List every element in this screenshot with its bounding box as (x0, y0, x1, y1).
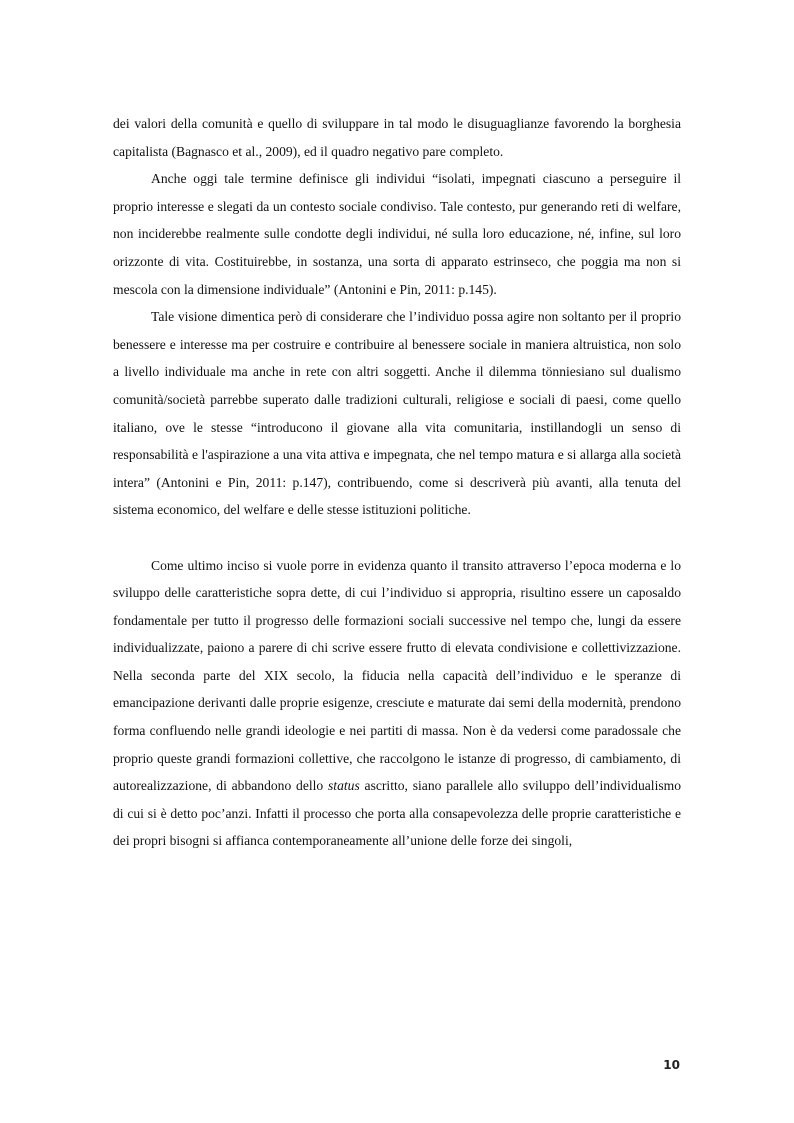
paragraph-4 (113, 552, 681, 856)
paragraph-1 (113, 110, 681, 165)
paragraph-4-text-b: ascritto, siano parallele allo sviluppo dell’individualismo di cui si è detto poc’anzi. Infatti il processo che porta alla consapevolezza delle proprie caratteristiche e dei propri bisogni si affianca contemporaneamente all’unione delle forze dei singoli, (113, 778, 682, 849)
paragraph-2 (113, 165, 681, 303)
page-number: 10 (663, 1058, 680, 1072)
paragraph-4-italic-status: status (328, 778, 360, 794)
paragraph-3-text: Tale visione dimentica però di considerare che l’individuo possa agire non soltanto per il proprio benessere e interesse ma per costruire e contribuire al benessere sociale in maniera altruistica, non solo a livello individuale ma anche in rete con altri soggetti. Anche il dilemma tönniesiano sul dualismo comunità/società parrebbe superato dalle tradizioni culturali, religiose e sociali di paesi, come quello italiano, ove le stesse “introducono il giovane alla vita comunitaria, instillandogli un senso di responsabilità e l'aspirazione a una vita attiva e impegnata, che nel tempo matura e si allarga alla società intera” (Antonini e Pin, 2011: p.147), contribuendo, come si descriverà più avanti, alla tenuta del sistema economico, del welfare e delle stesse istituzioni politiche. (113, 309, 681, 518)
paragraph-4-text-a: Come ultimo inciso si vuole porre in evidenza quanto il transito attraverso l’epoca moderna e lo sviluppo delle caratteristiche sopra dette, di cui l’individuo si appropria, risultino essere un caposaldo fondamentale per tutto il progresso delle formazioni sociali successive nel tempo che, lungi da essere individualizzate, paiono a parere di chi scrive essere frutto di elevata condivisione e collettivizzazione. Nella seconda parte del XIX secolo, la fiducia nella capacità dell’individuo e le speranze di emancipazione derivanti dalle proprie esigenze, cresciute e maturate dai semi della modernità, prendono forma confluendo nelle grandi ideologie e nei partiti di massa. Non è da vedersi come paradossale che proprio queste grandi formazioni collettive, che raccolgono le istanze di progresso, di cambiamento, di autorealizzazione, di abbandono dello (113, 557, 681, 794)
paragraph-3 (113, 303, 681, 524)
body-text (113, 110, 681, 855)
paragraph-1-text: dei valori della comunità e quello di sviluppare in tal modo le disuguaglianze favorendo la borghesia capitalista (Bagnasco et al., 2009), ed il quadro negativo pare completo. (113, 116, 681, 159)
paragraph-2-text: Anche oggi tale termine definisce gli individui “isolati, impegnati ciascuno a perseguire il proprio interesse e slegati da un contesto sociale condiviso. Tale contesto, pur generando reti di welfare, non inciderebbe realmente sulle condotte degli individui, né sulla loro educazione, né, infine, sul loro orizzonte di vita. Costituirebbe, in sostanza, una sorta di apparato estrinseco, che poggia ma non si mescola con la dimensione individuale” (Antonini e Pin, 2011: p.145). (113, 171, 681, 297)
